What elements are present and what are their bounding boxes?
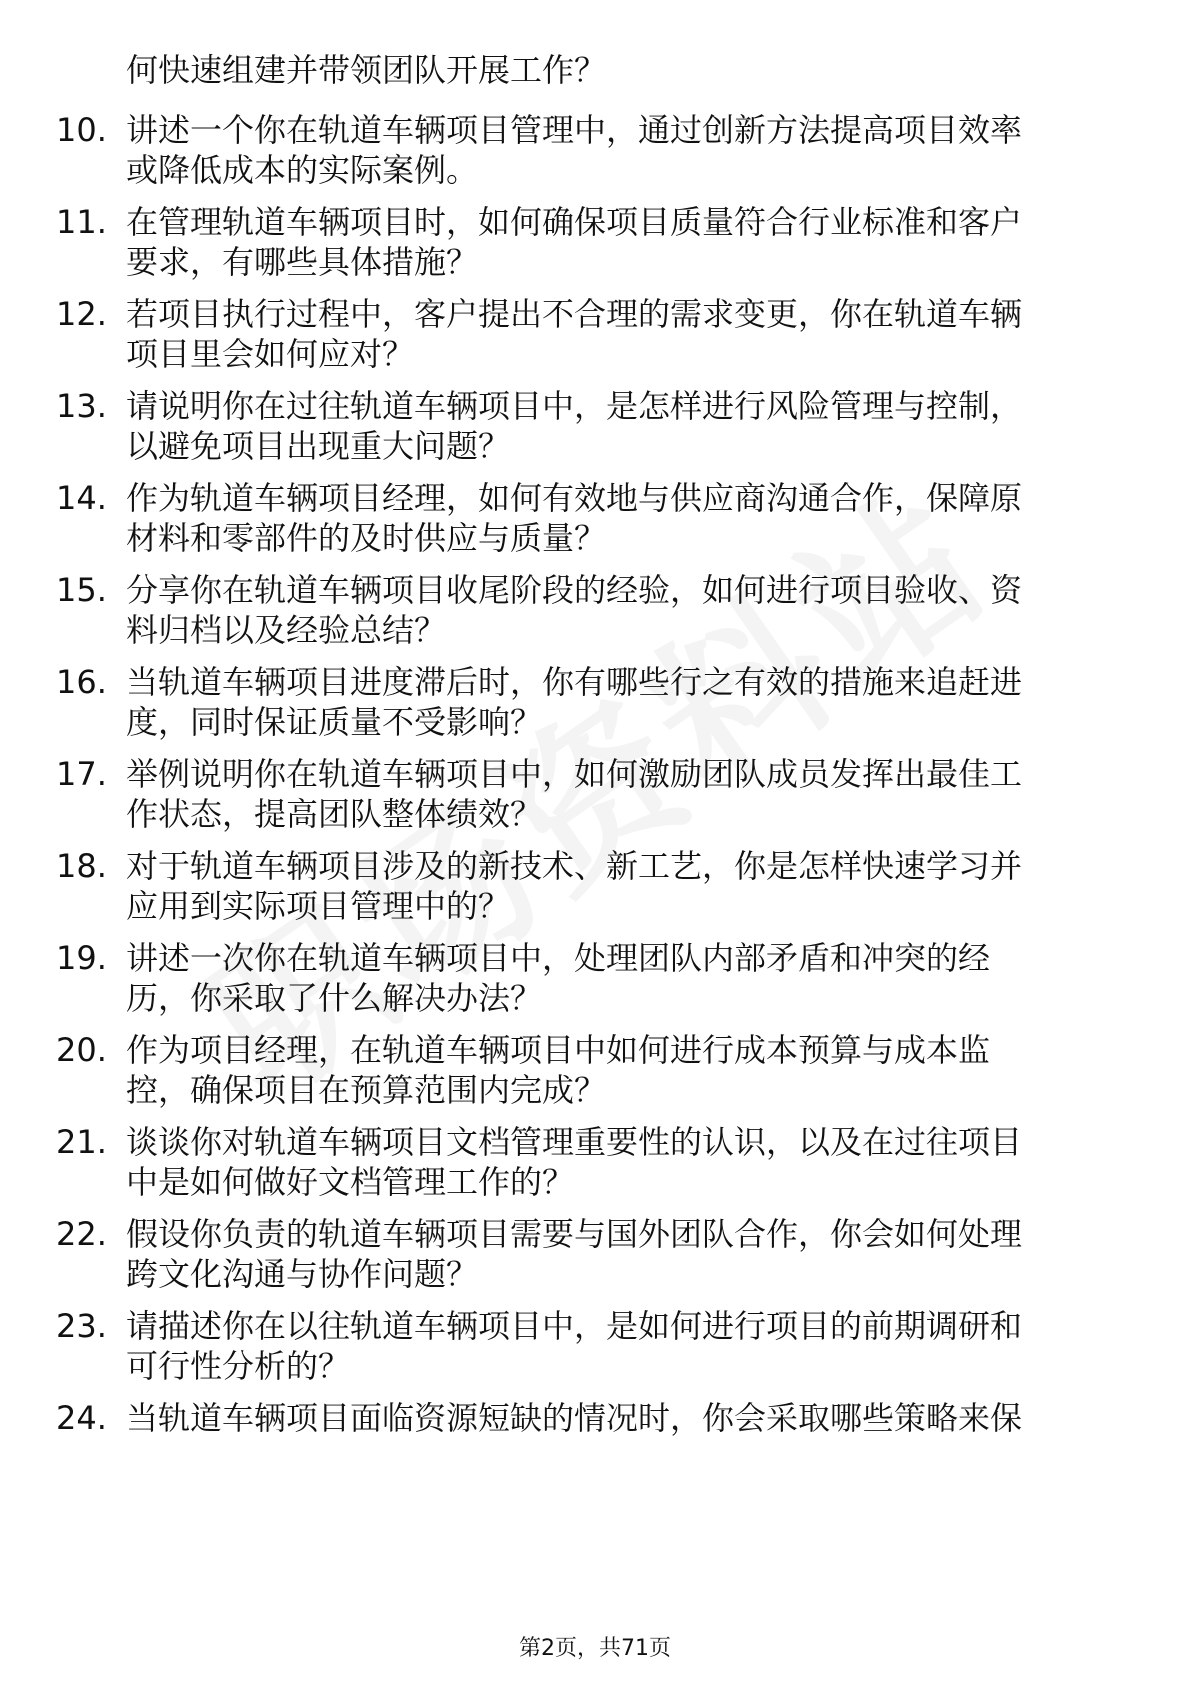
question-number: 23. <box>56 1307 107 1345</box>
question-item <box>56 294 1116 374</box>
question-number: 14. <box>56 479 107 517</box>
question-item <box>56 110 1116 190</box>
question-number: 22. <box>56 1215 107 1253</box>
question-number: 18. <box>56 847 107 885</box>
question-number: 21. <box>56 1123 107 1161</box>
question-item <box>56 846 1116 926</box>
question-text: 在管理轨道车辆项目时，如何确保项目质量符合行业标准和客户 要求，有哪些具体措施？ <box>126 203 1023 281</box>
question-item <box>56 478 1116 558</box>
question-text: 当轨道车辆项目面临资源短缺的情况时，你会采取哪些策略来保 <box>126 1399 1023 1437</box>
page-footer: 第2页，共71页 <box>519 1636 671 1661</box>
question-text: 若项目执行过程中，客户提出不合理的需求变更，你在轨道车辆 项目里会如何应对？ <box>126 295 1023 373</box>
question-number: 20. <box>56 1031 107 1069</box>
question-text: 请说明你在过往轨道车辆项目中，是怎样进行风险管理与控制， 以避免项目出现重大问题？ <box>126 387 1023 465</box>
question-item <box>56 570 1116 650</box>
continuation-line: 何快速组建并带领团队开展工作？ <box>126 51 607 89</box>
question-item <box>56 1306 1116 1386</box>
question-text: 当轨道车辆项目进度滞后时，你有哪些行之有效的措施来追赶进 度，同时保证质量不受影响？ <box>126 663 1023 741</box>
question-text: 假设你负责的轨道车辆项目需要与国外团队合作，你会如何处理 跨文化沟通与协作问题？ <box>126 1215 1023 1293</box>
question-item <box>56 662 1116 742</box>
question-number: 10. <box>56 111 107 149</box>
question-number: 19. <box>56 939 107 977</box>
question-text: 谈谈你对轨道车辆项目文档管理重要性的认识，以及在过往项目 中是如何做好文档管理工作的？ <box>126 1123 1023 1201</box>
question-number: 11. <box>56 203 107 241</box>
question-item <box>56 754 1116 834</box>
question-item <box>56 386 1116 466</box>
question-text: 作为项目经理，在轨道车辆项目中如何进行成本预算与成本监 控，确保项目在预算范围内完成？ <box>126 1031 991 1109</box>
question-number: 15. <box>56 571 107 609</box>
question-text: 请描述你在以往轨道车辆项目中，是如何进行项目的前期调研和 可行性分析的？ <box>126 1307 1023 1385</box>
question-item <box>56 1122 1116 1202</box>
question-text: 讲述一次你在轨道车辆项目中，处理团队内部矛盾和冲突的经 历，你采取了什么解决办法？ <box>126 939 991 1017</box>
question-item <box>56 1398 1116 1438</box>
question-item <box>56 1030 1116 1110</box>
question-number: 12. <box>56 295 107 333</box>
question-text: 对于轨道车辆项目涉及的新技术、新工艺，你是怎样快速学习并 应用到实际项目管理中的？ <box>126 847 1023 925</box>
question-item <box>56 202 1116 282</box>
question-number: 16. <box>56 663 107 701</box>
question-text: 分享你在轨道车辆项目收尾阶段的经验，如何进行项目验收、资 料归档以及经验总结？ <box>126 571 1023 649</box>
question-text: 作为轨道车辆项目经理，如何有效地与供应商沟通合作，保障原 材料和零部件的及时供应与质量？ <box>126 479 1023 557</box>
question-number: 13. <box>56 387 107 425</box>
question-number: 24. <box>56 1399 107 1437</box>
question-text: 举例说明你在轨道车辆项目中，如何激励团队成员发挥出最佳工 作状态，提高团队整体绩效？ <box>126 755 1023 833</box>
question-text: 讲述一个你在轨道车辆项目管理中，通过创新方法提高项目效率 或降低成本的实际案例。 <box>126 111 1023 189</box>
question-number: 17. <box>56 755 107 793</box>
question-item <box>56 938 1116 1018</box>
question-item <box>56 1214 1116 1294</box>
